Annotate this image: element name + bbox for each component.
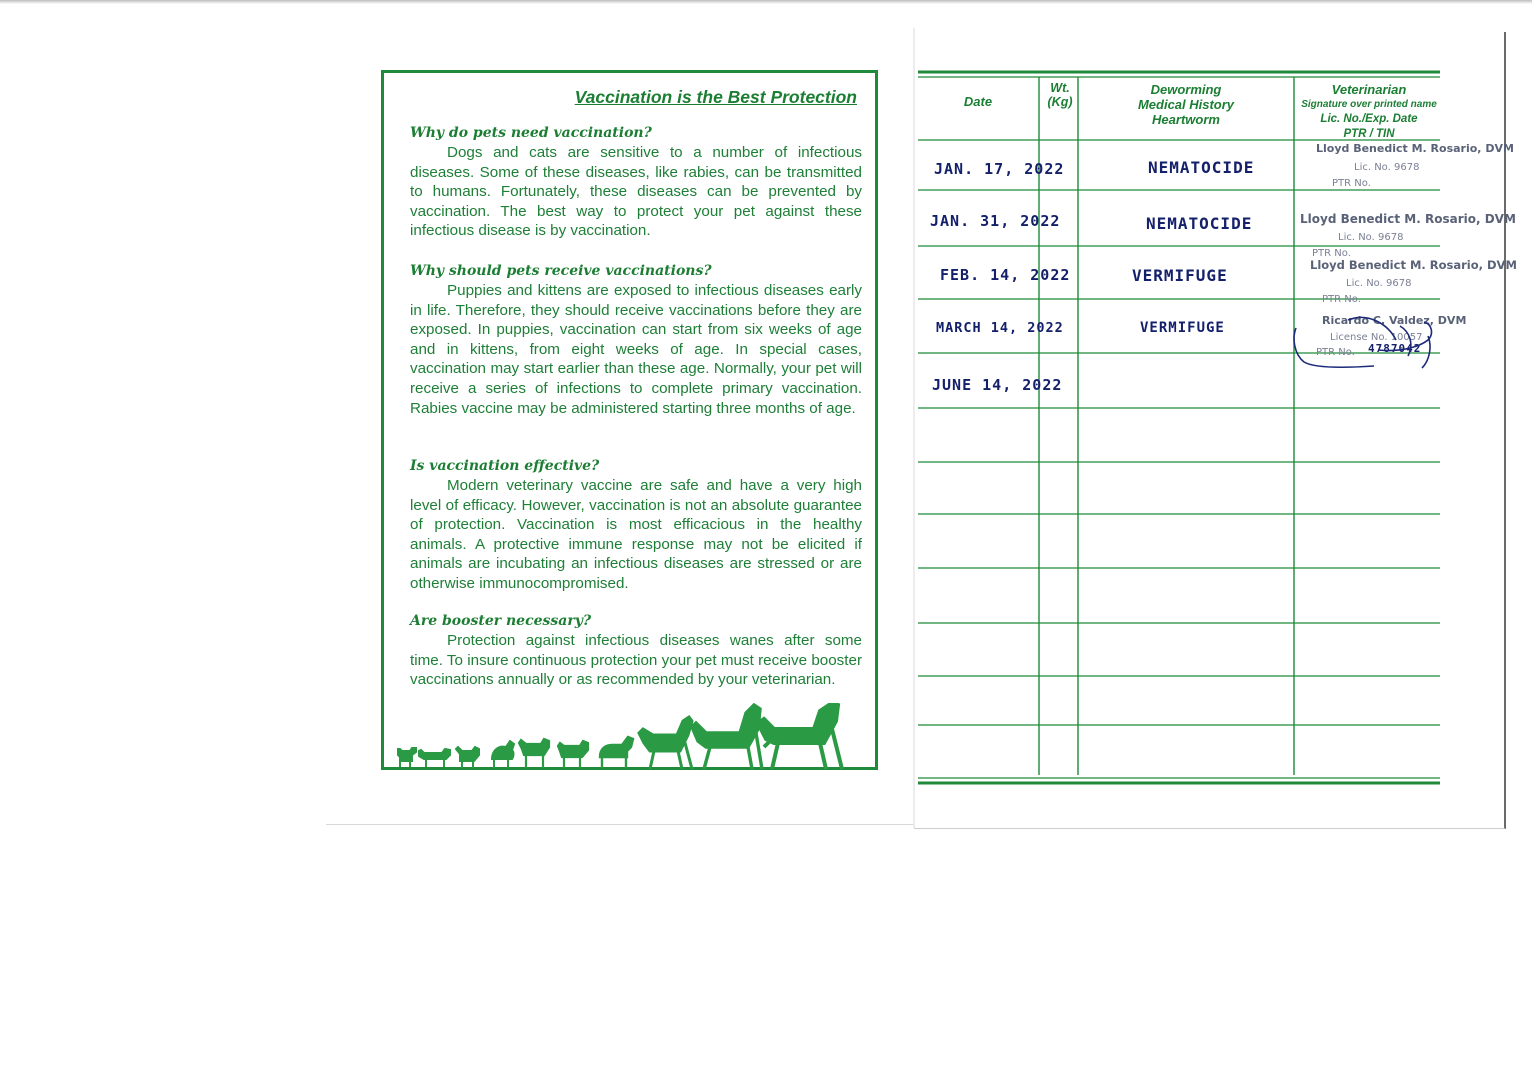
section-why-vaccinate (410, 125, 862, 241)
booklet-fold (913, 28, 915, 828)
row-date: FEB. 14, 2022 (940, 266, 1071, 284)
row-treatment: VERMIFUGE (1132, 266, 1228, 285)
header-vet-l2: Signature over printed name (1301, 99, 1437, 110)
header-deworming-l2: Medical History (1137, 97, 1235, 112)
header-date: Date (963, 94, 993, 109)
section-text: Modern veterinary vaccine are safe and have a very high level of efficacy. However, vaccination is not an absolute guarantee of protection. Vaccination is most efficacious in the healthy animals. A protective immune response may not be elicited if animals are incubating an infectious diseases are stressed or are otherwise immunocompromised. (410, 477, 862, 592)
header-weight (1040, 81, 1080, 109)
section-question: Are booster necessary? (410, 613, 592, 629)
vet-stamp-lic: Lic. No. 9678 (1354, 162, 1420, 173)
row-treatment: NEMATOCIDE (1146, 214, 1253, 233)
section-booster (410, 613, 862, 690)
section-text: Puppies and kittens are exposed to infectious diseases early in life. Therefore, they should receive vaccinations before they are exposed. In puppies, vaccination can start from six weeks of age and in kittens, from eight weeks of age. In special cases, vaccination may start earlier than these age. Normally, your pet will receive a series of infections to complete primary vaccination. Rabies vaccine may be administered starting three months of age. (410, 282, 862, 417)
header-deworming (1082, 82, 1290, 127)
row-treatment: NEMATOCIDE (1148, 158, 1255, 177)
info-title: Vaccination is the Best Protection (574, 87, 857, 107)
scan-edge-shadow (0, 0, 1532, 4)
vet-stamp-name: Lloyd Benedict M. Rosario, DVM (1310, 258, 1517, 272)
deworming-table (918, 70, 1517, 786)
header-vet-l4: PTR / TIN (1343, 128, 1395, 140)
vet-stamp-lic: License No. 10057 (1330, 332, 1423, 343)
section-text: Dogs and cats are sensitive to a number of infectious diseases. Some of these diseases, like rabies, can be transmitted to humans. Fortunately, these diseases can be prevented by vaccination. The best way to protect your pet against these infectious disease is by vaccination. (410, 144, 862, 240)
section-question: Why do pets need vaccination? (410, 125, 652, 141)
signature-icon (1288, 306, 1458, 376)
vet-stamp-ptr: PTR No. (1312, 248, 1351, 259)
ptr-number: 4787042 (1368, 342, 1422, 355)
section-question: Is vaccination effective? (410, 458, 600, 474)
header-weight-label: Wt. (1050, 81, 1070, 95)
vet-stamp-name: Lloyd Benedict M. Rosario, DVM (1316, 142, 1514, 155)
row-date: JAN. 17, 2022 (934, 160, 1065, 178)
vet-stamp-lic: Lic. No. 9678 (1338, 232, 1404, 243)
header-veterinarian (1296, 82, 1442, 142)
row-date: JAN. 31, 2022 (930, 212, 1061, 230)
header-deworming-l3: Heartworm (1152, 112, 1220, 127)
section-question: Why should pets receive vaccinations? (410, 263, 712, 279)
header-deworming-l1: Deworming (1150, 82, 1222, 97)
row-treatment: VERMIFUGE (1140, 320, 1225, 336)
section-text: Protection against infectious diseases wanes after some time. To insure continuous protection your pet must receive booster vaccinations annually or as recommended by your veterinarian. (410, 632, 862, 689)
dog-silhouettes-icon (396, 703, 866, 771)
row-date: MARCH 14, 2022 (936, 320, 1064, 336)
vet-stamp-name: Ricardo C. Valdez, DVM (1322, 314, 1467, 327)
vet-stamp-lic: Lic. No. 9678 (1346, 278, 1412, 289)
vet-stamp-name: Lloyd Benedict M. Rosario, DVM (1300, 212, 1516, 226)
vet-stamp-ptr: PTR No. (1322, 294, 1361, 305)
header-vet-l3: Lic. No./Exp. Date (1320, 113, 1418, 125)
header-vet-l1: Veterinarian (1331, 82, 1407, 97)
vaccination-info-panel (381, 70, 878, 770)
section-effective (410, 458, 862, 594)
vet-stamp-ptr: PTR No. (1316, 347, 1355, 358)
header-weight-unit: (Kg) (1047, 95, 1073, 109)
vet-stamp-ptr: PTR No. (1332, 178, 1371, 189)
row-date: JUNE 14, 2022 (932, 376, 1063, 394)
section-why-receive (410, 263, 862, 418)
